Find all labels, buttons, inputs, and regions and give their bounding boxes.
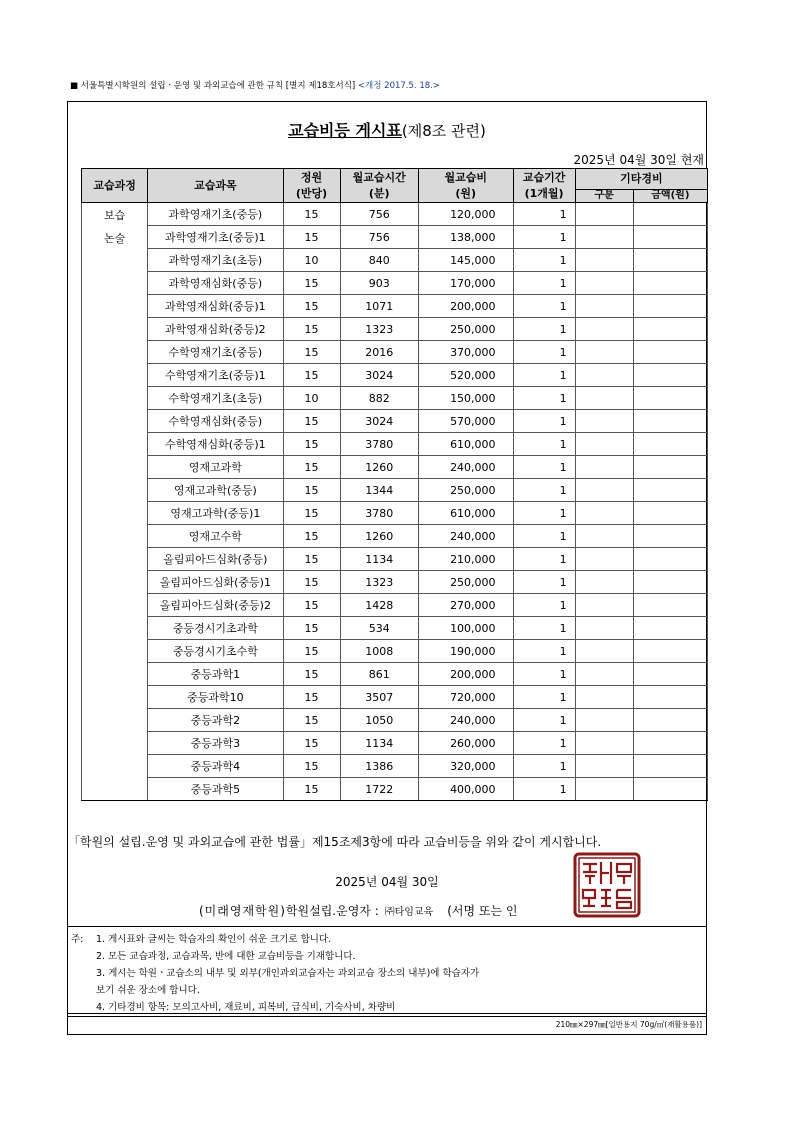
capacity-cell: 15	[283, 318, 340, 341]
table-row	[82, 617, 708, 640]
subject-cell: 중등과학3	[148, 732, 283, 755]
col-other: 기타경비	[575, 169, 707, 190]
subject-cell: 수학영재기초(중등)	[148, 341, 283, 364]
period-cell: 1	[513, 548, 575, 571]
capacity-cell: 15	[283, 364, 340, 387]
other-amount-cell	[633, 318, 707, 341]
subject-cell: 중등과학5	[148, 778, 283, 801]
fee-cell: 210,000	[418, 548, 513, 571]
table-row	[82, 640, 708, 663]
other-type-cell	[575, 640, 633, 663]
other-type-cell	[575, 732, 633, 755]
other-type-cell	[575, 387, 633, 410]
other-type-cell	[575, 433, 633, 456]
other-type-cell	[575, 502, 633, 525]
subject-cell: 올림피아드심화(중등)1	[148, 571, 283, 594]
capacity-cell: 15	[283, 663, 340, 686]
fee-cell: 370,000	[418, 341, 513, 364]
other-type-cell	[575, 203, 633, 226]
subject-cell: 과학영재심화(중등)	[148, 272, 283, 295]
minutes-cell: 1323	[340, 318, 418, 341]
other-amount-cell	[633, 686, 707, 709]
as-of-date: 2025년 04월 30일 현재	[573, 153, 704, 167]
capacity-cell: 10	[283, 387, 340, 410]
subject-cell: 수학영재기초(초등)	[148, 387, 283, 410]
subject-cell: 영재고과학(중등)	[148, 479, 283, 502]
operator-label: 학원설립.운영자 :	[285, 904, 379, 918]
capacity-cell: 15	[283, 525, 340, 548]
period-cell: 1	[513, 709, 575, 732]
minutes-cell: 2016	[340, 341, 418, 364]
table-row	[82, 755, 708, 778]
other-amount-cell	[633, 594, 707, 617]
page-title	[68, 118, 706, 141]
other-amount-cell	[633, 640, 707, 663]
capacity-cell: 15	[283, 640, 340, 663]
table-row	[82, 663, 708, 686]
other-type-cell	[575, 617, 633, 640]
other-amount-cell	[633, 226, 707, 249]
minutes-cell: 1071	[340, 295, 418, 318]
other-amount-cell	[633, 571, 707, 594]
col-other-type: 구분	[575, 190, 633, 203]
minutes-cell: 903	[340, 272, 418, 295]
table-row	[82, 732, 708, 755]
table-row	[82, 364, 708, 387]
minutes-cell: 1344	[340, 479, 418, 502]
capacity-cell: 15	[283, 479, 340, 502]
fee-cell: 170,000	[418, 272, 513, 295]
fee-table-body	[82, 203, 708, 801]
title-sub: (제8조 관련)	[401, 122, 486, 140]
capacity-cell: 15	[283, 295, 340, 318]
subject-cell: 영재고수학	[148, 525, 283, 548]
period-cell: 1	[513, 341, 575, 364]
capacity-cell: 15	[283, 594, 340, 617]
subject-cell: 과학영재기초(초등)	[148, 249, 283, 272]
other-amount-cell	[633, 755, 707, 778]
fee-cell: 240,000	[418, 709, 513, 732]
fee-cell: 250,000	[418, 479, 513, 502]
subject-cell: 영재고과학	[148, 456, 283, 479]
other-type-cell	[575, 778, 633, 801]
fee-cell: 120,000	[418, 203, 513, 226]
note-item: 3. 게시는 학원ㆍ교습소의 내부 및 외부(개인과외교습자는 과외교습 장소의 내부)에 학습자가	[96, 968, 480, 979]
revision-note: <개정 2017.5. 18.>	[357, 81, 440, 91]
other-type-cell	[575, 272, 633, 295]
minutes-cell: 1008	[340, 640, 418, 663]
minutes-cell: 1386	[340, 755, 418, 778]
other-type-cell	[575, 548, 633, 571]
signature-mark: (서명 또는 인	[447, 904, 518, 918]
company-seal	[573, 852, 641, 918]
other-type-cell	[575, 249, 633, 272]
period-cell: 1	[513, 410, 575, 433]
fee-cell: 200,000	[418, 663, 513, 686]
notes-section	[68, 926, 706, 1014]
note-item: 4. 기타경비 항목: 모의고사비, 재료비, 피복비, 급식비, 기숙사비, 차량비	[96, 1002, 396, 1013]
other-type-cell	[575, 571, 633, 594]
period-cell: 1	[513, 663, 575, 686]
capacity-cell: 15	[283, 433, 340, 456]
minutes-cell: 3507	[340, 686, 418, 709]
table-row	[82, 709, 708, 732]
capacity-cell: 15	[283, 502, 340, 525]
subject-cell: 수학영재심화(중등)1	[148, 433, 283, 456]
other-amount-cell	[633, 203, 707, 226]
fee-cell: 100,000	[418, 617, 513, 640]
table-row	[82, 479, 708, 502]
period-cell: 1	[513, 387, 575, 410]
period-cell: 1	[513, 295, 575, 318]
other-type-cell	[575, 479, 633, 502]
subject-cell: 중등경시기초수학	[148, 640, 283, 663]
law-statement: 「학원의 설립.운영 및 과외교습에 관한 법률」제15조제3항에 따라 교습비등을 위와 같이 게시합니다.	[68, 835, 602, 849]
other-amount-cell	[633, 479, 707, 502]
period-cell: 1	[513, 617, 575, 640]
minutes-cell: 3780	[340, 502, 418, 525]
col-minutes: 월교습시간 (분)	[340, 169, 418, 203]
capacity-cell: 15	[283, 617, 340, 640]
subject-cell: 중등과학1	[148, 663, 283, 686]
other-amount-cell	[633, 548, 707, 571]
other-type-cell	[575, 295, 633, 318]
capacity-cell: 15	[283, 272, 340, 295]
col-fee: 월교습비 (원)	[418, 169, 513, 203]
period-cell: 1	[513, 594, 575, 617]
capacity-cell: 15	[283, 686, 340, 709]
fee-cell: 720,000	[418, 686, 513, 709]
subject-cell: 과학영재심화(중등)2	[148, 318, 283, 341]
other-type-cell	[575, 226, 633, 249]
fee-cell: 240,000	[418, 456, 513, 479]
other-type-cell	[575, 594, 633, 617]
minutes-cell: 1722	[340, 778, 418, 801]
minutes-cell: 1050	[340, 709, 418, 732]
capacity-cell: 15	[283, 709, 340, 732]
table-row	[82, 686, 708, 709]
other-amount-cell	[633, 778, 707, 801]
other-type-cell	[575, 686, 633, 709]
form-reference-text: ■ 서울특별시학원의 설립ㆍ운영 및 과외교습에 관한 규칙 [별지 제18호서식]	[70, 81, 358, 91]
subject-cell: 과학영재기초(중등)1	[148, 226, 283, 249]
period-cell: 1	[513, 571, 575, 594]
other-amount-cell	[633, 732, 707, 755]
fee-cell: 320,000	[418, 755, 513, 778]
fee-cell: 610,000	[418, 502, 513, 525]
form-reference	[70, 79, 440, 91]
col-period: 교습기간 (1개월)	[513, 169, 575, 203]
capacity-cell: 15	[283, 410, 340, 433]
capacity-cell: 15	[283, 548, 340, 571]
table-row	[82, 387, 708, 410]
minutes-cell: 1134	[340, 548, 418, 571]
subject-cell: 수학영재기초(중등)1	[148, 364, 283, 387]
academy-name: (미래영재학원)	[199, 904, 286, 918]
fee-cell: 260,000	[418, 732, 513, 755]
table-row	[82, 525, 708, 548]
subject-cell: 올림피아드심화(중등)2	[148, 594, 283, 617]
capacity-cell: 15	[283, 755, 340, 778]
other-amount-cell	[633, 410, 707, 433]
period-cell: 1	[513, 525, 575, 548]
period-cell: 1	[513, 755, 575, 778]
other-amount-cell	[633, 433, 707, 456]
fee-cell: 200,000	[418, 295, 513, 318]
capacity-cell: 15	[283, 456, 340, 479]
table-row	[82, 272, 708, 295]
fee-cell: 150,000	[418, 387, 513, 410]
subject-cell: 중등과학10	[148, 686, 283, 709]
subject-cell: 올림피아드심화(중등)	[148, 548, 283, 571]
other-type-cell	[575, 410, 633, 433]
other-amount-cell	[633, 249, 707, 272]
minutes-cell: 3024	[340, 410, 418, 433]
fee-cell: 145,000	[418, 249, 513, 272]
fee-cell: 240,000	[418, 525, 513, 548]
minutes-cell: 1428	[340, 594, 418, 617]
other-amount-cell	[633, 295, 707, 318]
other-amount-cell	[633, 663, 707, 686]
table-row	[82, 318, 708, 341]
signature-line	[199, 902, 518, 919]
other-amount-cell	[633, 341, 707, 364]
capacity-cell: 10	[283, 249, 340, 272]
period-cell: 1	[513, 732, 575, 755]
fee-cell: 250,000	[418, 571, 513, 594]
title-main: 교습비등 게시표	[288, 121, 402, 140]
notes-lead: 주:	[71, 934, 84, 945]
capacity-cell: 15	[283, 341, 340, 364]
table-row	[82, 456, 708, 479]
table-row	[82, 249, 708, 272]
operator-name: ㈜타임교육	[384, 907, 434, 918]
fee-table	[81, 168, 708, 801]
notice-frame	[67, 101, 707, 1035]
minutes-cell: 1260	[340, 525, 418, 548]
minutes-cell: 861	[340, 663, 418, 686]
period-cell: 1	[513, 364, 575, 387]
subject-cell: 과학영재기초(중등)	[148, 203, 283, 226]
process-cell: 보습 논술	[82, 203, 148, 801]
other-type-cell	[575, 663, 633, 686]
capacity-cell: 15	[283, 778, 340, 801]
minutes-cell: 840	[340, 249, 418, 272]
minutes-cell: 882	[340, 387, 418, 410]
other-type-cell	[575, 755, 633, 778]
minutes-cell: 756	[340, 226, 418, 249]
table-row	[82, 778, 708, 801]
period-cell: 1	[513, 640, 575, 663]
table-row	[82, 594, 708, 617]
col-process: 교습과정	[82, 169, 148, 203]
period-cell: 1	[513, 456, 575, 479]
period-cell: 1	[513, 686, 575, 709]
period-cell: 1	[513, 203, 575, 226]
col-other-amount: 금액(원)	[633, 190, 707, 203]
table-row	[82, 341, 708, 364]
fee-cell: 400,000	[418, 778, 513, 801]
table-row	[82, 226, 708, 249]
minutes-cell: 1260	[340, 456, 418, 479]
minutes-cell: 3780	[340, 433, 418, 456]
other-type-cell	[575, 341, 633, 364]
capacity-cell: 15	[283, 571, 340, 594]
capacity-cell: 15	[283, 203, 340, 226]
note-item: 1. 게시표와 글씨는 학습자의 확인이 쉬운 크기로 합니다.	[96, 934, 332, 945]
table-row	[82, 548, 708, 571]
other-type-cell	[575, 709, 633, 732]
col-capacity: 정원 (반당)	[283, 169, 340, 203]
other-type-cell	[575, 364, 633, 387]
other-amount-cell	[633, 525, 707, 548]
other-amount-cell	[633, 272, 707, 295]
table-row	[82, 571, 708, 594]
period-cell: 1	[513, 433, 575, 456]
period-cell: 1	[513, 778, 575, 801]
table-row	[82, 410, 708, 433]
minutes-cell: 3024	[340, 364, 418, 387]
note-item: 보기 쉬운 장소에 합니다.	[96, 985, 200, 996]
period-cell: 1	[513, 226, 575, 249]
other-amount-cell	[633, 364, 707, 387]
subject-cell: 수학영재심화(중등)	[148, 410, 283, 433]
table-row	[82, 295, 708, 318]
capacity-cell: 15	[283, 226, 340, 249]
other-amount-cell	[633, 387, 707, 410]
period-cell: 1	[513, 272, 575, 295]
table-row	[82, 502, 708, 525]
minutes-cell: 1323	[340, 571, 418, 594]
sign-date: 2025년 04월 30일	[335, 875, 439, 889]
minutes-cell: 534	[340, 617, 418, 640]
note-item: 2. 모든 교습과정, 교습과목, 반에 대한 교습비등을 기재합니다.	[96, 951, 356, 962]
fee-cell: 138,000	[418, 226, 513, 249]
other-type-cell	[575, 318, 633, 341]
table-row	[82, 433, 708, 456]
fee-cell: 270,000	[418, 594, 513, 617]
other-type-cell	[575, 456, 633, 479]
minutes-cell: 756	[340, 203, 418, 226]
period-cell: 1	[513, 479, 575, 502]
col-subject: 교습과목	[148, 169, 283, 203]
other-amount-cell	[633, 456, 707, 479]
subject-cell: 과학영재심화(중등)1	[148, 295, 283, 318]
fee-cell: 520,000	[418, 364, 513, 387]
subject-cell: 중등과학2	[148, 709, 283, 732]
period-cell: 1	[513, 318, 575, 341]
fee-cell: 570,000	[418, 410, 513, 433]
fee-cell: 610,000	[418, 433, 513, 456]
fee-cell: 190,000	[418, 640, 513, 663]
fee-cell: 250,000	[418, 318, 513, 341]
period-cell: 1	[513, 249, 575, 272]
subject-cell: 중등경시기초과학	[148, 617, 283, 640]
paper-spec: 210㎜×297㎜[일반용지 70g/㎡(재활용품)]	[68, 1016, 706, 1030]
minutes-cell: 1134	[340, 732, 418, 755]
other-amount-cell	[633, 617, 707, 640]
subject-cell: 중등과학4	[148, 755, 283, 778]
other-type-cell	[575, 525, 633, 548]
capacity-cell: 15	[283, 732, 340, 755]
period-cell: 1	[513, 502, 575, 525]
table-row	[82, 203, 708, 226]
subject-cell: 영재고과학(중등)1	[148, 502, 283, 525]
other-amount-cell	[633, 709, 707, 732]
other-amount-cell	[633, 502, 707, 525]
